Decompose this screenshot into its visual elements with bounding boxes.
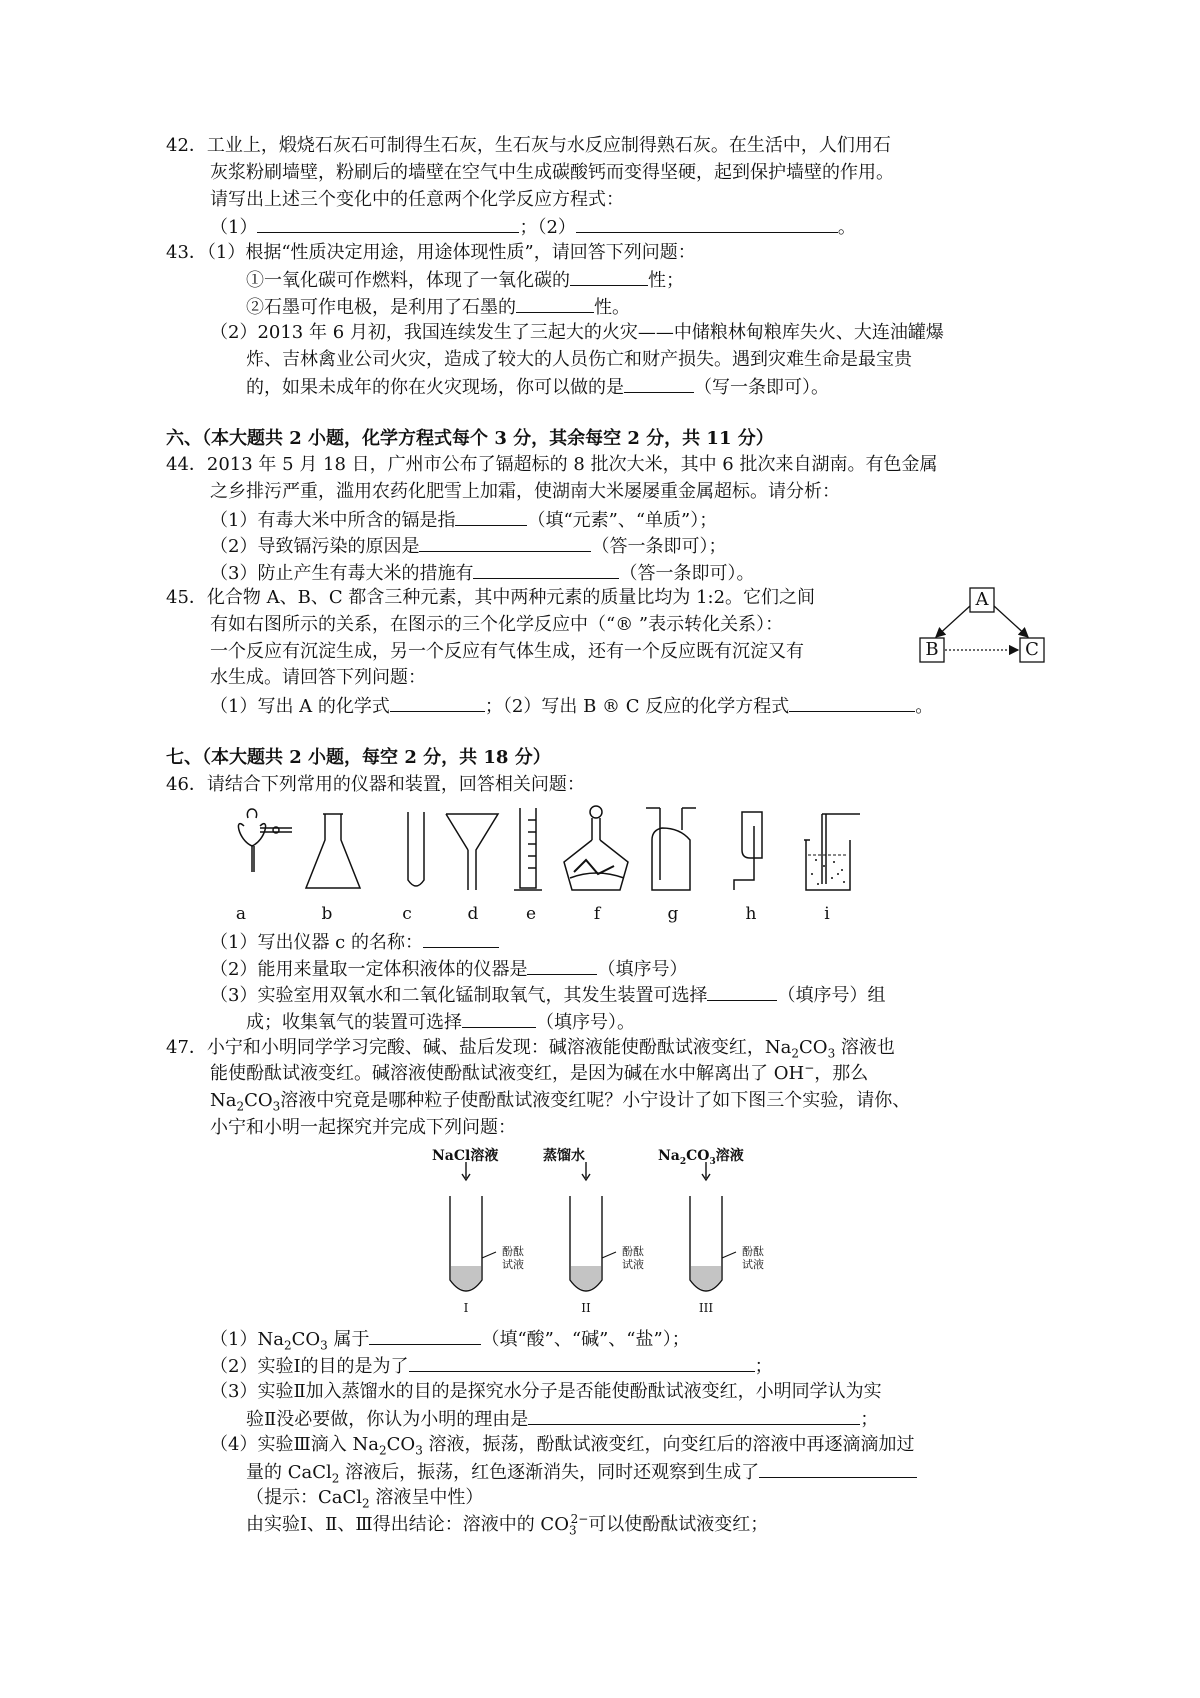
apparatus-h-inverted-tube (734, 812, 762, 890)
apparatus-f-lamp (564, 806, 628, 890)
q45-formula-text: （1）写出 A 的化学式 (210, 696, 390, 717)
q43-graphite-text: ②石墨可作电极，是利用了石墨的 (246, 297, 516, 318)
q44-line-5 (210, 560, 754, 586)
q42-answer-2-blank[interactable] (576, 214, 838, 233)
apparatus-d-funnel (446, 814, 498, 890)
q46-oxygen-suffix: （填序号）组 (777, 985, 886, 1006)
q46-c-name-text: （1）写出仪器 c 的名称： (210, 932, 423, 953)
q46-measure-text: （2）能用来量取一定体积液体的仪器是 (210, 959, 528, 980)
q46-sub-1 (210, 929, 499, 955)
q43-fire-blank[interactable] (624, 374, 694, 393)
q47-exp1-blank[interactable] (409, 1353, 755, 1372)
q45-formula-blank[interactable] (390, 693, 485, 712)
q45-line-2: 有如右图所示的关系，在图示的三个化学反应中（“® ”表示转化关系）： (210, 614, 784, 635)
q47-sub-4c: （提示：CaCl$_2$ 溶液呈中性） (246, 1487, 484, 1511)
tube-1-indicator-label: 酚酞试液 (502, 1245, 524, 1271)
q44-cadmium-suffix: （填“元素”、“单质”）； (527, 510, 718, 531)
q47-reason-blank[interactable] (528, 1406, 860, 1425)
q42-line-2: 灰浆粉刷墙壁，粉刷后的墙壁在空气中生成碳酸钙而变得坚硬，起到保护墙壁的作用。 (210, 162, 894, 183)
q43-co-blank[interactable] (570, 267, 648, 286)
tube-2-indicator-label: 酚酞试液 (622, 1245, 644, 1271)
q43-co-suffix: 性； (648, 270, 684, 291)
q43-line-2 (246, 267, 684, 293)
experiment-tubes-figure (440, 1162, 760, 1312)
q44-measure-blank[interactable] (473, 560, 619, 579)
q45-equation-text: ；（2）写出 B ® C 反应的化学方程式 (484, 696, 790, 717)
tube-3-numeral: III (698, 1301, 714, 1315)
q44-cadmium-blank[interactable] (455, 507, 527, 526)
q43-line-1: 43．（1）根据“性质决定用途，用途体现性质”，请回答下列问题： (166, 242, 696, 263)
q46-sub-2 (210, 956, 687, 982)
apparatus-label-g: g (667, 904, 679, 924)
q42-answer-1-label: （1） (210, 217, 258, 238)
q44-cause-blank[interactable] (419, 533, 591, 552)
node-c-label: C (1025, 639, 1039, 660)
apparatus-label-c: c (402, 904, 412, 924)
q47-observe-blank[interactable] (759, 1459, 917, 1478)
apparatus-label-b: b (321, 904, 333, 924)
q44-cadmium-text: （1）有毒大米中所含的镉是指 (210, 510, 456, 531)
apparatus-e-cylinder (514, 808, 542, 890)
apparatus-b-flask (306, 814, 360, 888)
apparatus-a-funnel (238, 809, 292, 872)
q42-line-3: 请写出上述三个变化中的任意两个化学反应方程式： (210, 189, 624, 210)
apparatus-label-d: d (467, 904, 479, 924)
q43-fire-text: 的，如果未成年的你在火灾现场，你可以做的是 (246, 377, 624, 398)
tube-2-numeral: II (581, 1301, 591, 1315)
q43-line-6 (246, 374, 829, 400)
apparatus-c-test-tube (408, 812, 424, 886)
apparatus-label-e: e (525, 904, 537, 924)
q43-line-5: 炸、吉林禽业公司火灾，造成了较大的人员伤亡和财产损失。遇到灾难生命是最宝贵 (246, 349, 912, 370)
q46-measure-suffix: （填序号） (597, 959, 688, 980)
apparatus-label-i: i (824, 904, 830, 924)
q44-measure-suffix: （答一条即可）。 (619, 563, 755, 584)
q46-oxygen-blank[interactable] (707, 982, 777, 1001)
q46-collect-blank[interactable] (462, 1009, 536, 1028)
q44-line-1: 44．2013 年 5 月 18 日，广州市公布了镉超标的 8 批次大米，其中 6 批次来自湖南。有色金属 (166, 454, 938, 475)
q45-equation-blank[interactable] (789, 693, 915, 712)
q46-oxygen-text: （3）实验室用双氧水和二氧化锰制取氧气，其发生装置可选择 (210, 985, 708, 1006)
q45-line-5 (210, 693, 933, 719)
q44-measure-text: （3）防止产生有毒大米的措施有 (210, 563, 474, 584)
q45-line-4: 水生成。请回答下列问题： (210, 667, 426, 688)
q42-answer-2-label: ；（2） (519, 217, 576, 238)
q42-line-1: 42．工业上，煅烧石灰石可制得生石灰，生石灰与水反应制得熟石灰。在生活中，人们用石 (166, 135, 891, 156)
q45-line-1: 45．化合物 A、B、C 都含三种元素，其中两种元素的质量比均为 1:2。它们之间 (166, 587, 816, 608)
q47-line-2: 能使酚酞试液变红。碱溶液使酚酞试液变红，是因为碱在水中解离出了 OH−，那么 (210, 1061, 869, 1084)
q43-fire-suffix: （写一条即可）。 (694, 377, 829, 398)
q47-sub-2: （2）实验Ⅰ的目的是为了 ； (210, 1353, 773, 1379)
q43-line-4: （2）2013 年 6 月初，我国连续发生了三起大的火灾——中储粮林甸粮库失火、大连油罐爆 (210, 322, 944, 343)
node-b-label: B (925, 639, 939, 660)
q46-sub-3 (210, 982, 885, 1008)
q47-line-1: 47．小宁和小明同学学习完酸、碱、盐后发现：碱溶液能使酚酞试液变红，$Na_2CO_3$ 溶液也 (166, 1037, 895, 1061)
q42-period: 。 (837, 217, 856, 238)
q43-co-text: ①一氧化碳可作燃料，体现了一氧化碳的 (246, 270, 570, 291)
apparatus-label-h: h (745, 904, 757, 924)
arrow-a-to-c (994, 606, 1028, 637)
q47-sub-4: （4）实验Ⅲ滴入 $Na_2CO_3$ 溶液，振荡，酚酞试液变红，向变红后的溶液中再逐滴滴加过 (210, 1434, 915, 1458)
q47-conclusion: 由实验Ⅰ、Ⅱ、Ⅲ得出结论：溶液中的 $CO_3^{2-}$可以使酚酞试液变红； (246, 1512, 769, 1538)
q46-measure-blank[interactable] (527, 956, 597, 975)
apparatus-label-f: f (593, 904, 601, 924)
q44-line-4 (210, 533, 726, 559)
q42-answer-line (210, 214, 856, 240)
q46-line-1: 46．请结合下列常用的仪器和装置，回答相关问题： (166, 774, 585, 795)
tube-1-numeral: I (463, 1301, 469, 1315)
q43-graphite-blank[interactable] (516, 294, 594, 313)
q43-line-3 (246, 294, 630, 320)
q47-sub-3b: 验Ⅱ没必要做，你认为小明的理由是 ； (246, 1406, 878, 1432)
apparatus-row (230, 800, 1050, 900)
q44-line-3 (210, 507, 717, 533)
apparatus-g-bottle (646, 808, 696, 890)
q46-collect-text: 成；收集氧气的装置可选择 (246, 1012, 462, 1033)
q47-line-4: 小宁和小明一起探究并完成下列问题： (210, 1117, 516, 1138)
q47-type-blank[interactable] (369, 1326, 481, 1345)
node-a-label: A (975, 589, 989, 610)
tube-1-label: NaCl溶液 (432, 1148, 499, 1164)
q42-answer-1-blank[interactable] (257, 214, 519, 233)
tube-2-label: 蒸馏水 (543, 1148, 585, 1164)
q44-line-2: 之乡排污严重，滥用农药化肥雪上加霜，使湖南大米屡屡重金属超标。请分析： (210, 481, 840, 502)
q43-graphite-suffix: 性。 (594, 297, 630, 318)
q44-cause-text: （2）导致镉污染的原因是 (210, 536, 420, 557)
tube-3-label: $Na_2CO_3$溶液 (658, 1148, 744, 1167)
q47-sub-3: （3）实验Ⅱ加入蒸馏水的目的是探究水分子是否能使酚酞试液变红，小明同学认为实 (210, 1381, 882, 1402)
q45-period: 。 (915, 696, 934, 717)
section-6-heading: 六、（本大题共 2 小题，化学方程式每个 3 分，其余每空 2 分，共 11 分） (166, 428, 774, 449)
apparatus-label-a: a (235, 904, 247, 924)
tube-3-indicator-label: 酚酞试液 (742, 1245, 764, 1271)
q46-collect-suffix: （填序号）。 (536, 1012, 635, 1033)
q47-sub-4b: 量的 CaCl$_2$ 溶液后，振荡，红色逐渐消失，同时还观察到生成了 (246, 1459, 917, 1485)
section-7-heading: 七、（本大题共 2 小题，每空 2 分，共 18 分） (166, 747, 551, 768)
q46-c-name-blank[interactable] (423, 929, 499, 948)
q47-sub-1: $(1)Na_2CO_3$ 属于 （填“酸”、“碱”、“盐”）； (210, 1326, 690, 1352)
arrow-a-to-b (936, 606, 970, 637)
q44-cause-suffix: （答一条即可）； (591, 536, 727, 557)
q45-line-3: 一个反应有沉淀生成，另一个反应有气体生成，还有一个反应既有沉淀又有 (210, 641, 804, 662)
q47-line-3: $Na_2CO_3$溶液中究竟是哪种粒子使酚酞试液变红呢？小宁设计了如下图三个实验，请你、 (210, 1090, 911, 1114)
q46-sub-4 (246, 1009, 635, 1035)
